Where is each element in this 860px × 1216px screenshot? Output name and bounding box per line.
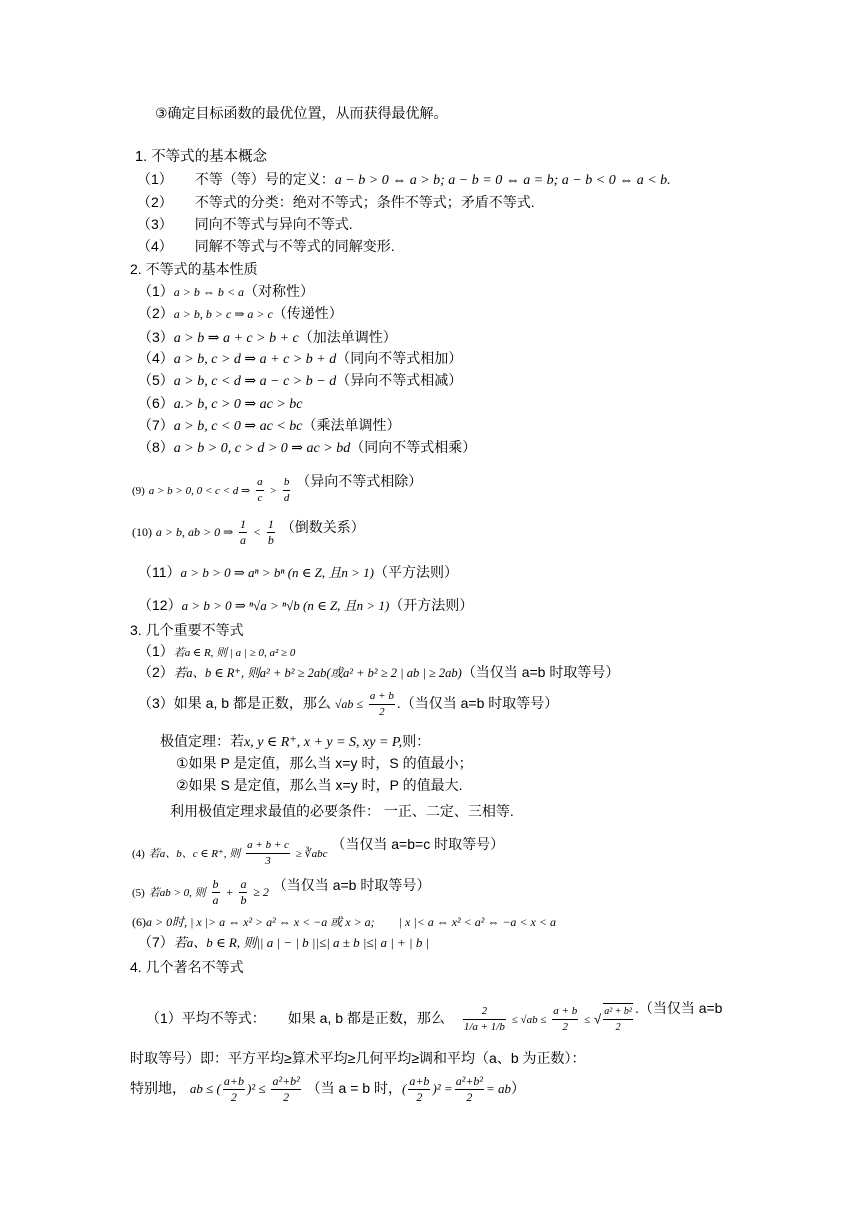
numerator: a+b	[223, 1073, 244, 1088]
property-4	[138, 348, 462, 370]
fraction	[369, 689, 395, 720]
special-head: 特别地，	[130, 1080, 186, 1096]
rule-1	[138, 641, 295, 663]
rule-2	[138, 662, 619, 683]
property-12	[138, 595, 473, 616]
s1-item-4	[137, 236, 395, 256]
prop-note: （平方法则）	[373, 564, 458, 580]
numerator: a	[256, 475, 264, 491]
fraction	[256, 475, 264, 506]
rule-math: 若a、b、c ∈ R⁺, 则	[148, 848, 241, 860]
prop-note: （同向不等式相乘）	[350, 439, 477, 455]
denominator: a	[212, 892, 219, 907]
section-1-title: 1. 不等式的基本概念	[135, 149, 268, 165]
item-label: （2）	[137, 194, 173, 210]
prop-label: （8）	[138, 439, 174, 455]
property-11	[138, 562, 458, 583]
prop-note: （开方法则）	[389, 597, 474, 613]
operator: <	[252, 525, 262, 539]
prop-note: （对称性）	[244, 283, 314, 299]
denominator: a	[240, 532, 247, 547]
mean-continuation: 时取等号）即：平方平均≥算术平均≥几何平均≥调和平均（a、b 为正数）：	[130, 1050, 586, 1066]
s1-item-2	[137, 192, 535, 212]
rule-label: （2）	[138, 664, 174, 680]
prop-note: （异向不等式相减）	[336, 372, 463, 388]
item-label: （3）	[137, 216, 173, 232]
s1-item-3	[137, 214, 353, 234]
special-end: ）	[511, 1080, 526, 1096]
prop-math: a > b, c < d ⇒ a − c > b − d	[173, 374, 337, 389]
rule-6	[132, 911, 556, 932]
rule-label: (6)	[132, 915, 146, 929]
section-2-title: 2. 不等式的基本性质	[130, 261, 258, 277]
prop-math: a > b ⇒ a + c > b + c	[173, 331, 299, 346]
prop-note: （传递性）	[272, 305, 343, 321]
prop-math: a > b > 0, 0 < c < d ⇒	[148, 485, 251, 497]
theorem-condition: x, y ∈ R⁺, x + y = S, xy = P,	[244, 735, 403, 750]
prop-label: （7）	[138, 417, 174, 433]
operator: >	[269, 485, 277, 497]
rule-note: （当仅当 a=b 时取等号）	[461, 664, 620, 680]
fraction	[212, 877, 220, 908]
extremum-theorem	[160, 731, 430, 753]
sqrt-sign: √	[594, 1011, 602, 1027]
fraction	[239, 877, 247, 908]
numerator: 1	[240, 516, 247, 531]
item-label: （4）	[137, 238, 173, 254]
prop-label: （4）	[138, 350, 174, 366]
rule-label: (4)	[132, 848, 145, 860]
property-2	[138, 303, 343, 324]
denominator: 1/a + 1/b	[463, 1020, 505, 1033]
fraction	[455, 1074, 484, 1105]
section-3-title: 3. 几个重要不等式	[130, 622, 244, 638]
rule-math: 若a、b ∈ R⁺, 则a² + b² ≥ 2ab(或a² + b² ≥ 2 | ab | ≥ 2ab)	[173, 666, 462, 680]
prop-label: （2）	[138, 305, 174, 321]
denominator: b	[240, 892, 247, 907]
prop-math: a > b > 0 ⇒ aⁿ > bⁿ (n ∈ Z, 且n > 1)	[180, 565, 374, 580]
numerator: a+b	[409, 1073, 430, 1088]
prop-note: （乘法单调性）	[302, 417, 401, 433]
theorem-head: 极值定理：若	[160, 733, 244, 749]
property-10	[132, 508, 365, 551]
mean-inequality	[146, 978, 722, 1050]
prop-note: （倒数关系）	[280, 519, 365, 535]
rule-math: a > 0时, | x |> a ⇔ x² > a² ⇔ x < −a 或 x > a;	[146, 915, 375, 929]
fraction	[246, 838, 290, 869]
denominator: 2	[230, 1089, 237, 1104]
prop-note: （加法单调性）	[298, 329, 397, 345]
rule-math: | x |< a ⇔ x² < a² ⇔ −a < x < a	[398, 915, 556, 929]
fraction	[283, 475, 291, 506]
section-4-title: 4. 几个著名不等式	[130, 959, 244, 975]
quad-fraction	[603, 1003, 633, 1035]
rule-math: ≥ ∛abc	[295, 848, 328, 860]
rule-math: 若a ∈ R, 则 | a | ≥ 0, a² ≥ 0	[173, 647, 296, 659]
fraction	[223, 1074, 245, 1105]
rule-7	[138, 932, 429, 953]
rule-note: （当仅当 a=b 时取等号）	[272, 877, 431, 893]
rule-label: (5)	[132, 887, 145, 899]
fraction	[267, 517, 275, 548]
special-math: = ab	[485, 1081, 512, 1096]
rule-5	[132, 866, 430, 912]
numerator: a²+b²	[272, 1073, 300, 1088]
property-6	[138, 393, 303, 415]
denominator: d	[283, 491, 290, 504]
prop-math: a > b, b > c ⇒ a > c	[173, 307, 273, 321]
denominator: 2	[562, 1020, 568, 1033]
mean-label: （1）平均不等式：	[146, 1010, 266, 1026]
rule-text: 如果 a, b 都是正数，那么	[173, 695, 331, 711]
property-9	[132, 462, 422, 510]
numerator: a² + b²	[603, 1004, 633, 1020]
special-math: (	[401, 1081, 407, 1096]
denominator: 2	[283, 1089, 290, 1104]
prop-label: （3）	[138, 329, 174, 345]
property-5	[138, 370, 462, 392]
numerator: a + b	[369, 689, 395, 705]
numerator: a + b	[552, 1004, 578, 1020]
fraction	[271, 1074, 300, 1105]
property-7	[138, 415, 401, 437]
intro-text: ③确定目标函数的最优位置，从而获得最优解。	[155, 105, 448, 121]
property-3	[138, 327, 397, 349]
theorem-condition-note: 利用极值定理求最值的必要条件： 一正、二定、三相等.	[170, 803, 514, 819]
special-case	[130, 1068, 525, 1109]
rule-math: ≥ 2	[253, 885, 269, 899]
denominator: b	[267, 532, 274, 547]
prop-math: a > b > 0 ⇒ ⁿ√a > ⁿ√b (n ∈ Z, 且n > 1)	[181, 598, 390, 613]
arith-fraction	[552, 1004, 578, 1035]
prop-label: （5）	[138, 372, 174, 388]
item-text: 不等（等）号的定义：	[194, 171, 335, 187]
special-math: ab ≤ (	[189, 1081, 221, 1096]
prop-label: （11）	[138, 564, 181, 580]
prop-label: (10)	[132, 525, 152, 539]
prop-math: a > b, c > d ⇒ a + c > b + d	[173, 352, 337, 367]
numerator: a²+b²	[455, 1073, 483, 1088]
property-1	[138, 281, 314, 302]
property-8	[138, 437, 476, 459]
fraction	[239, 517, 247, 548]
prop-label: （12）	[138, 597, 182, 613]
fraction	[408, 1074, 430, 1105]
prop-note: （异向不等式相除）	[296, 473, 423, 489]
rule-3	[138, 684, 558, 723]
rule-label: （1）	[138, 643, 174, 659]
rule-math: √ab ≤	[334, 697, 363, 711]
mean-note: .（当仅当 a=b	[634, 1000, 723, 1016]
harmonic-fraction	[463, 1004, 506, 1035]
rule-note: （当仅当 a=b=c 时取等号）	[331, 836, 505, 852]
intro-line	[155, 103, 448, 123]
special-math: )² ≤	[246, 1081, 266, 1096]
special-math: )² =	[432, 1081, 453, 1096]
special-note: （当 a = b 时，	[306, 1080, 402, 1096]
item-math: a − b > 0 ⇔ a > b; a − b = 0 ⇔ a = b; a − b < 0 ⇔ a < b.	[334, 173, 671, 188]
prop-note: （同向不等式相加）	[336, 350, 463, 366]
item-text: 不等式的分类：绝对不等式；条件不等式；矛盾不等式.	[194, 194, 535, 210]
item-text: 同解不等式与不等式的同解变形.	[194, 238, 395, 254]
prop-math: a > b ⇔ b < a	[173, 285, 244, 299]
rule-label: （7）	[138, 934, 174, 950]
mean-math: ≤	[584, 1014, 591, 1026]
rule-label: （3）	[138, 695, 174, 711]
theorem-case-2: ②如果 S 是定值，那么当 x=y 时，P 的值最大.	[176, 777, 463, 793]
prop-math: a > b, c < 0 ⇒ ac < bc	[173, 419, 303, 434]
denominator: 2	[466, 1089, 473, 1104]
mean-math: ≤ √ab ≤	[511, 1014, 547, 1026]
theorem-case-1: ①如果 P 是定值，那么当 x=y 时，S 的值最小；	[176, 755, 473, 771]
prop-math: a > b > 0, c > d > 0 ⇒ ac > bd	[173, 441, 351, 456]
theorem-then: 则：	[402, 733, 431, 749]
prop-label: （6）	[138, 395, 174, 411]
denominator: 3	[265, 854, 271, 867]
item-text: 同向不等式与异向不等式.	[194, 216, 353, 232]
operator: +	[225, 885, 234, 899]
prop-label: （1）	[138, 283, 174, 299]
item-label: （1）	[137, 171, 173, 187]
rule-note: .（当仅当 a=b 时取等号）	[396, 695, 559, 711]
denominator: 2	[416, 1089, 423, 1104]
rule-math: 若a、b ∈ R, 则|| a | − | b ||≤| a ± b |≤| a | + | b |	[173, 935, 430, 950]
numerator: 1	[267, 516, 274, 531]
numerator: a + b + c	[246, 838, 290, 854]
prop-math: a > b, ab > 0 ⇒	[155, 525, 234, 539]
numerator: 2	[463, 1004, 506, 1020]
prop-math: a.> b, c > 0 ⇒ ac > bc	[173, 397, 303, 412]
prop-label: (9)	[132, 485, 145, 497]
numerator: b	[283, 475, 291, 491]
mean-text: 如果 a, b 都是正数，那么	[287, 1010, 445, 1026]
denominator: c	[257, 491, 263, 504]
numerator: b	[212, 876, 219, 891]
numerator: a	[240, 876, 247, 891]
s1-item-1	[137, 169, 671, 191]
rule-math: 若ab > 0, 则	[148, 887, 206, 899]
denominator: 2	[379, 705, 385, 718]
denominator: 2	[615, 1022, 621, 1034]
